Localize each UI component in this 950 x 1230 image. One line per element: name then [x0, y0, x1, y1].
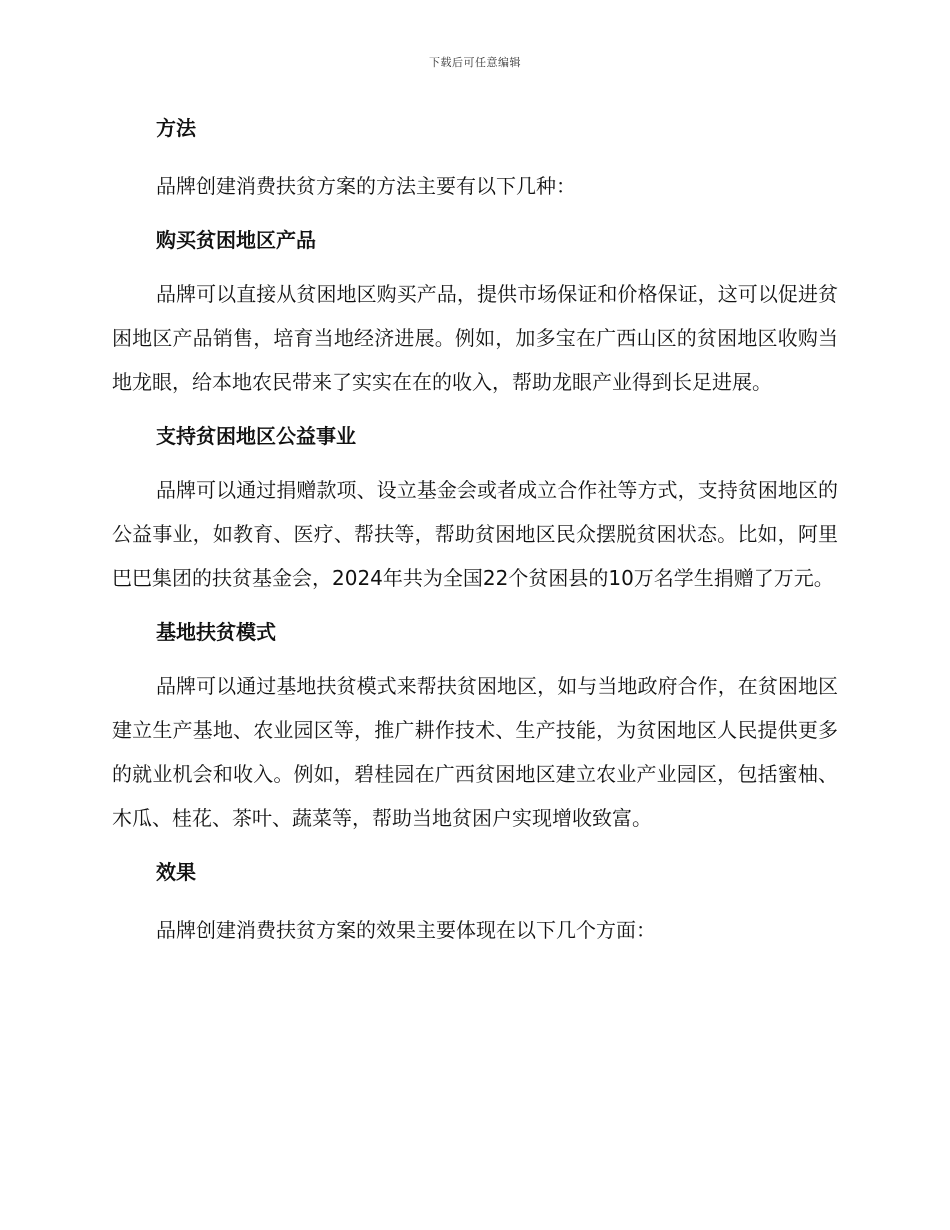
- subheading-buy-products: 购买贫困地区产品: [156, 228, 316, 252]
- effect-intro-paragraph: 品牌创建消费扶贫方案的效果主要体现在以下几个方面：: [156, 918, 656, 942]
- page-header: 下载后可任意编辑: [429, 56, 521, 69]
- method-intro-paragraph: 品牌创建消费扶贫方案的方法主要有以下几种：: [156, 174, 576, 198]
- subheading-support-public-welfare: 支持贫困地区公益事业: [156, 424, 356, 448]
- support-public-welfare-paragraph: 品牌可以通过捐赠款项、设立基金会或者成立合作社等方式，支持贫困地区的公益事业，如教育、医疗、帮扶等，帮助贫困地区民众摆脱贫困状态。比如，阿里巴巴集团的扶贫基金会，2024年共为全国22个贫困县的10万名学生捐赠了万元。: [112, 478, 838, 590]
- section-heading-effect: 效果: [156, 860, 196, 884]
- subheading-base-poverty-model: 基地扶贫模式: [156, 620, 276, 644]
- buy-products-paragraph: 品牌可以直接从贫困地区购买产品，提供市场保证和价格保证，这可以促进贫困地区产品销售，培育当地经济进展。例如，加多宝在广西山区的贫困地区收购当地龙眼，给本地农民带来了实实在在的收入，帮助龙眼产业得到长足进展。: [112, 282, 838, 394]
- section-heading-method: 方法: [156, 116, 196, 140]
- base-poverty-model-paragraph: 品牌可以通过基地扶贫模式来帮扶贫困地区，如与当地政府合作，在贫困地区建立生产基地、农业园区等，推广耕作技术、生产技能，为贫困地区人民提供更多的就业机会和收入。例如，碧桂园在广西贫困地区建立农业产业园区，包括蜜柚、木瓜、桂花、茶叶、蔬菜等，帮助当地贫困户实现增收致富。: [112, 674, 838, 830]
- document-body: [112, 110, 838, 952]
